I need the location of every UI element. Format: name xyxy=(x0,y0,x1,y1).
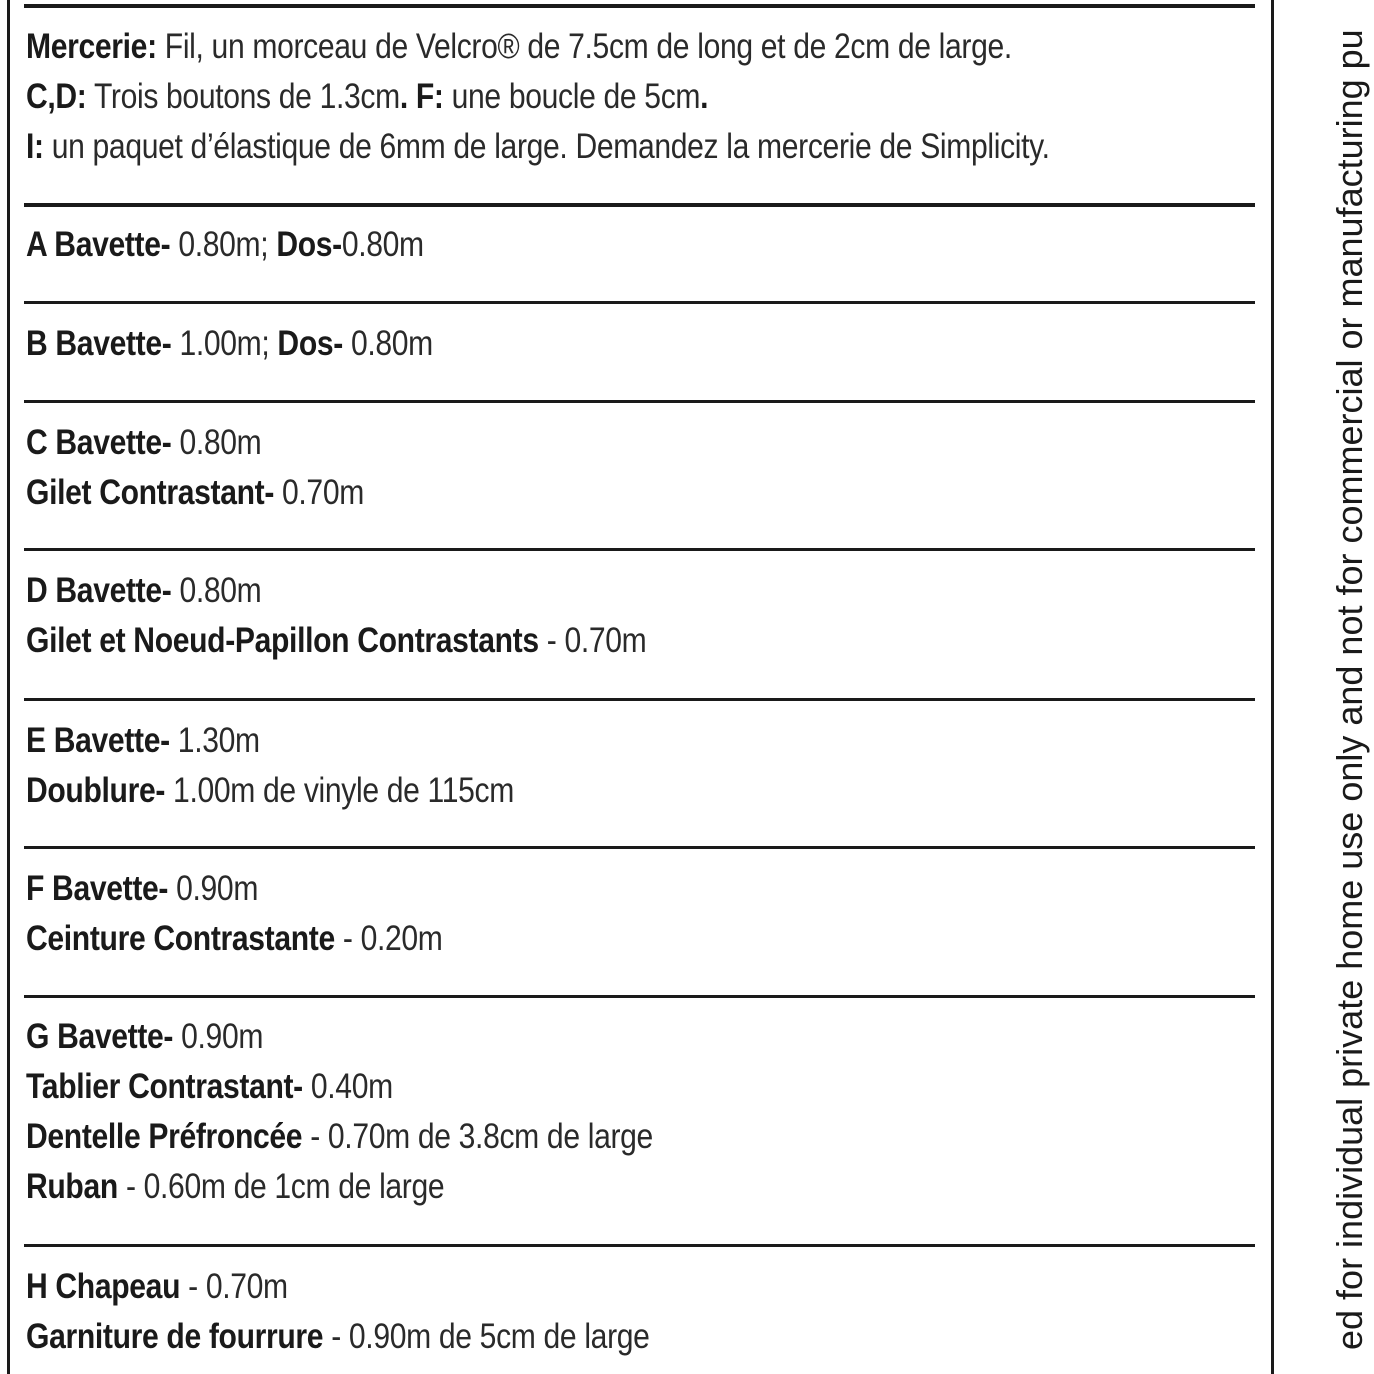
view-section xyxy=(26,418,1256,518)
yardage-line xyxy=(26,1112,1256,1162)
yardage-line xyxy=(26,1262,1256,1312)
garment-label: B Bavette- xyxy=(26,324,172,363)
yardage-line xyxy=(26,566,1256,616)
top-divider xyxy=(24,4,1255,8)
view-section xyxy=(26,716,1256,816)
view-section xyxy=(26,1012,1256,1212)
notions-line xyxy=(26,22,1256,72)
yardage-value: - 0.70m de 3.8cm de large xyxy=(302,1117,653,1156)
frame-left-border xyxy=(7,0,10,1374)
garment-label: Gilet Contrastant- xyxy=(26,473,275,512)
notions-label: C,D: xyxy=(26,77,87,116)
yardage-line xyxy=(26,766,1256,816)
yardage-line xyxy=(26,1162,1256,1212)
yardage-value: 0.70m xyxy=(274,473,364,512)
divider xyxy=(24,995,1255,998)
yardage-value: 0.40m xyxy=(302,1067,393,1106)
yardage-value: 0.80m xyxy=(341,225,424,264)
view-section xyxy=(26,319,1256,369)
garment-label: C Bavette- xyxy=(26,423,172,462)
notions-text: un paquet d’élastique de 6mm de large. Demandez la mercerie de Simplicity. xyxy=(43,127,1050,166)
view-section xyxy=(26,1262,1256,1362)
yardage-line xyxy=(26,319,1256,369)
frame-right-border xyxy=(1271,0,1274,1374)
garment-label: Dos- xyxy=(276,225,342,264)
yardage-line xyxy=(26,1312,1256,1362)
yardage-value: 1.30m xyxy=(169,721,260,760)
garment-label: Garniture de fourrure xyxy=(26,1317,324,1356)
garment-label: G Bavette- xyxy=(26,1017,174,1056)
yardage-line xyxy=(26,914,1256,964)
garment-label: A Bavette- xyxy=(26,225,171,264)
garment-label: Gilet et Noeud-Papillon Contrastants xyxy=(26,621,539,660)
notions-text: une boucle de 5cm xyxy=(443,77,701,116)
garment-label: Dentelle Préfroncée xyxy=(26,1117,303,1156)
yardage-value: - 0.60m de 1cm de large xyxy=(117,1167,445,1206)
garment-label: Ruban xyxy=(26,1167,118,1206)
notions-label: I: xyxy=(26,127,44,166)
divider xyxy=(24,698,1255,701)
notions-section xyxy=(26,22,1256,172)
notions-separator: . xyxy=(399,77,416,116)
notions-period: . xyxy=(700,77,709,116)
yardage-value: 0.80m xyxy=(171,423,262,462)
yardage-line xyxy=(26,716,1256,766)
yardage-value: - 0.90m de 5cm de large xyxy=(323,1317,650,1356)
notions-line xyxy=(26,122,1256,172)
yardage-value: 1.00m; xyxy=(171,324,278,363)
yardage-value: 0.80m; xyxy=(170,225,277,264)
notions-text: Fil, un morceau de Velcro® de 7.5cm de long et de 2cm de large. xyxy=(156,27,1012,66)
yardage-line xyxy=(26,220,1256,270)
yardage-value: 0.90m xyxy=(173,1017,264,1056)
garment-label: Ceinture Contrastante xyxy=(26,919,335,958)
notions-label: F: xyxy=(415,77,444,116)
divider xyxy=(24,548,1255,551)
yardage-value: 0.80m xyxy=(171,571,262,610)
divider xyxy=(24,1244,1255,1247)
divider xyxy=(24,400,1255,403)
divider xyxy=(24,846,1255,849)
divider xyxy=(24,203,1255,207)
yardage-line xyxy=(26,616,1256,666)
garment-label: E Bavette- xyxy=(26,721,170,760)
garment-label: H Chapeau xyxy=(26,1267,181,1306)
yardage-line xyxy=(26,1062,1256,1112)
yardage-line xyxy=(26,1012,1256,1062)
notions-label: Mercerie: xyxy=(26,27,157,66)
yardage-value: - 0.70m xyxy=(180,1267,288,1306)
garment-label: Dos- xyxy=(277,324,343,363)
yardage-line xyxy=(26,468,1256,518)
notions-line xyxy=(26,72,1256,122)
garment-label: Tablier Contrastant- xyxy=(26,1067,303,1106)
yardage-line xyxy=(26,418,1256,468)
copyright-notice: ed for individual private home use only and not for commercial or manufacturing pu xyxy=(1329,29,1370,1350)
yardage-value: 1.00m de vinyle de 115cm xyxy=(165,771,514,810)
yardage-value: - 0.20m xyxy=(334,919,443,958)
yardage-value: 0.90m xyxy=(168,869,259,908)
view-section xyxy=(26,566,1256,666)
yardage-value: - 0.70m xyxy=(538,621,647,660)
notions-text: Trois boutons de 1.3cm xyxy=(86,77,400,116)
garment-label: D Bavette- xyxy=(26,571,172,610)
view-section xyxy=(26,864,1256,964)
divider xyxy=(24,301,1255,304)
garment-label: Doublure- xyxy=(26,771,166,810)
yardage-line xyxy=(26,864,1256,914)
garment-label: F Bavette- xyxy=(26,869,169,908)
view-section xyxy=(26,220,1256,270)
yardage-value: 0.80m xyxy=(342,324,433,363)
